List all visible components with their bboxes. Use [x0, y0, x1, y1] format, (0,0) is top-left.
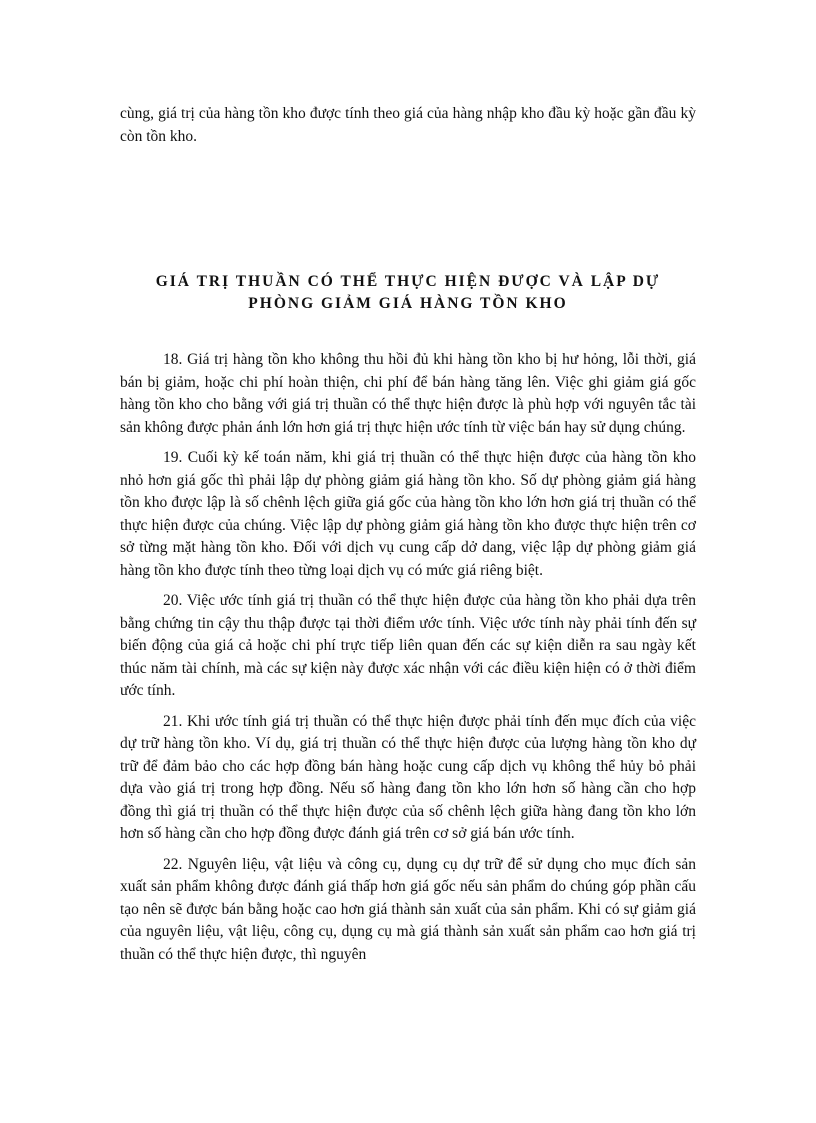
section-heading: GIÁ TRỊ THUẦN CÓ THỂ THỰC HIỆN ĐƯỢC VÀ LẬP DỰ PHÒNG GIẢM GIÁ HÀNG TỒN KHO — [155, 273, 661, 312]
paragraph-21: 21. Khi ước tính giá trị thuần có thể thực hiện được phải tính đến mục đích của việc dự trữ hàng tồn kho. Ví dụ, giá trị thuần có thể thực hiện được của lượng hàng tồn kho dự trữ để đảm bảo cho các hợp đồng bán hàng hoặc cung cấp dịch vụ không thể hủy bỏ phải dựa vào giá trị trong hợp đồng. Nếu số hàng đang tồn kho lớn hơn số hàng cần cho hợp đồng thì giá trị thuần có thể thực hiện được của số chênh lệch giữa hàng đang tồn kho lớn hơn số hàng cần cho hợp đồng được đánh giá trên cơ sở giá bán ước tính. — [120, 712, 696, 842]
paragraph-20: 20. Việc ước tính giá trị thuần có thể thực hiện được của hàng tồn kho phải dựa trên bằng chứng tin cậy thu thập được tại thời điểm ước tính. Việc ước tính này phải tính đến sự biến động của giá cả hoặc chi phí trực tiếp liên quan đến các sự kiện diễn ra sau ngày kết thúc năm tài chính, mà các sự kiện này được xác nhận với các điều kiện hiện có ở thời điểm ước tính. — [120, 592, 696, 699]
paragraph-19: 19. Cuối kỳ kế toán năm, khi giá trị thuần có thể thực hiện được của hàng tồn kho nhỏ hơn giá gốc thì phải lập dự phòng giảm giá hàng tồn kho. Số dự phòng giảm giá hàng tồn kho được lập là số chênh lệch giữa giá gốc của hàng tồn kho lớn hơn giá trị thuần có thể thực hiện được của chúng. Việc lập dự phòng giảm giá hàng tồn kho được thực hiện trên cơ sở từng mặt hàng tồn kho. Đối với dịch vụ cung cấp dở dang, việc lập dự phòng giảm giá hàng tồn kho được tính theo từng loại dịch vụ có mức giá riêng biệt. — [120, 449, 696, 579]
paragraph-18: 18. Giá trị hàng tồn kho không thu hồi đủ khi hàng tồn kho bị hư hỏng, lỗi thời, giá bán bị giảm, hoặc chi phí hoàn thiện, chi phí để bán hàng tăng lên. Việc ghi giảm giá gốc hàng tồn kho cho bằng với giá trị thuần có thể thực hiện được là phù hợp với nguyên tắc tài sản không được phản ánh lớn hơn giá trị thực hiện ước tính từ việc bán hay sử dụng chúng. — [120, 351, 696, 436]
paragraph-22: 22. Nguyên liệu, vật liệu và công cụ, dụng cụ dự trữ để sử dụng cho mục đích sản xuất sản phẩm không được đánh giá thấp hơn giá gốc nếu sản phẩm do chúng góp phần cấu tạo nên sẽ được bán bằng hoặc cao hơn giá thành sản xuất của sản phẩm. Khi có sự giảm giá của nguyên liệu, vật liệu, công cụ, dụng cụ mà giá thành sản xuất sản phẩm cao hơn giá trị thuần có thể thực hiện được, thì nguyên — [120, 855, 696, 963]
body-text — [120, 349, 696, 974]
intro-paragraph: cùng, giá trị của hàng tồn kho được tính theo giá của hàng nhập kho đầu kỳ hoặc gần đầu kỳ còn tồn kho. — [120, 105, 696, 145]
